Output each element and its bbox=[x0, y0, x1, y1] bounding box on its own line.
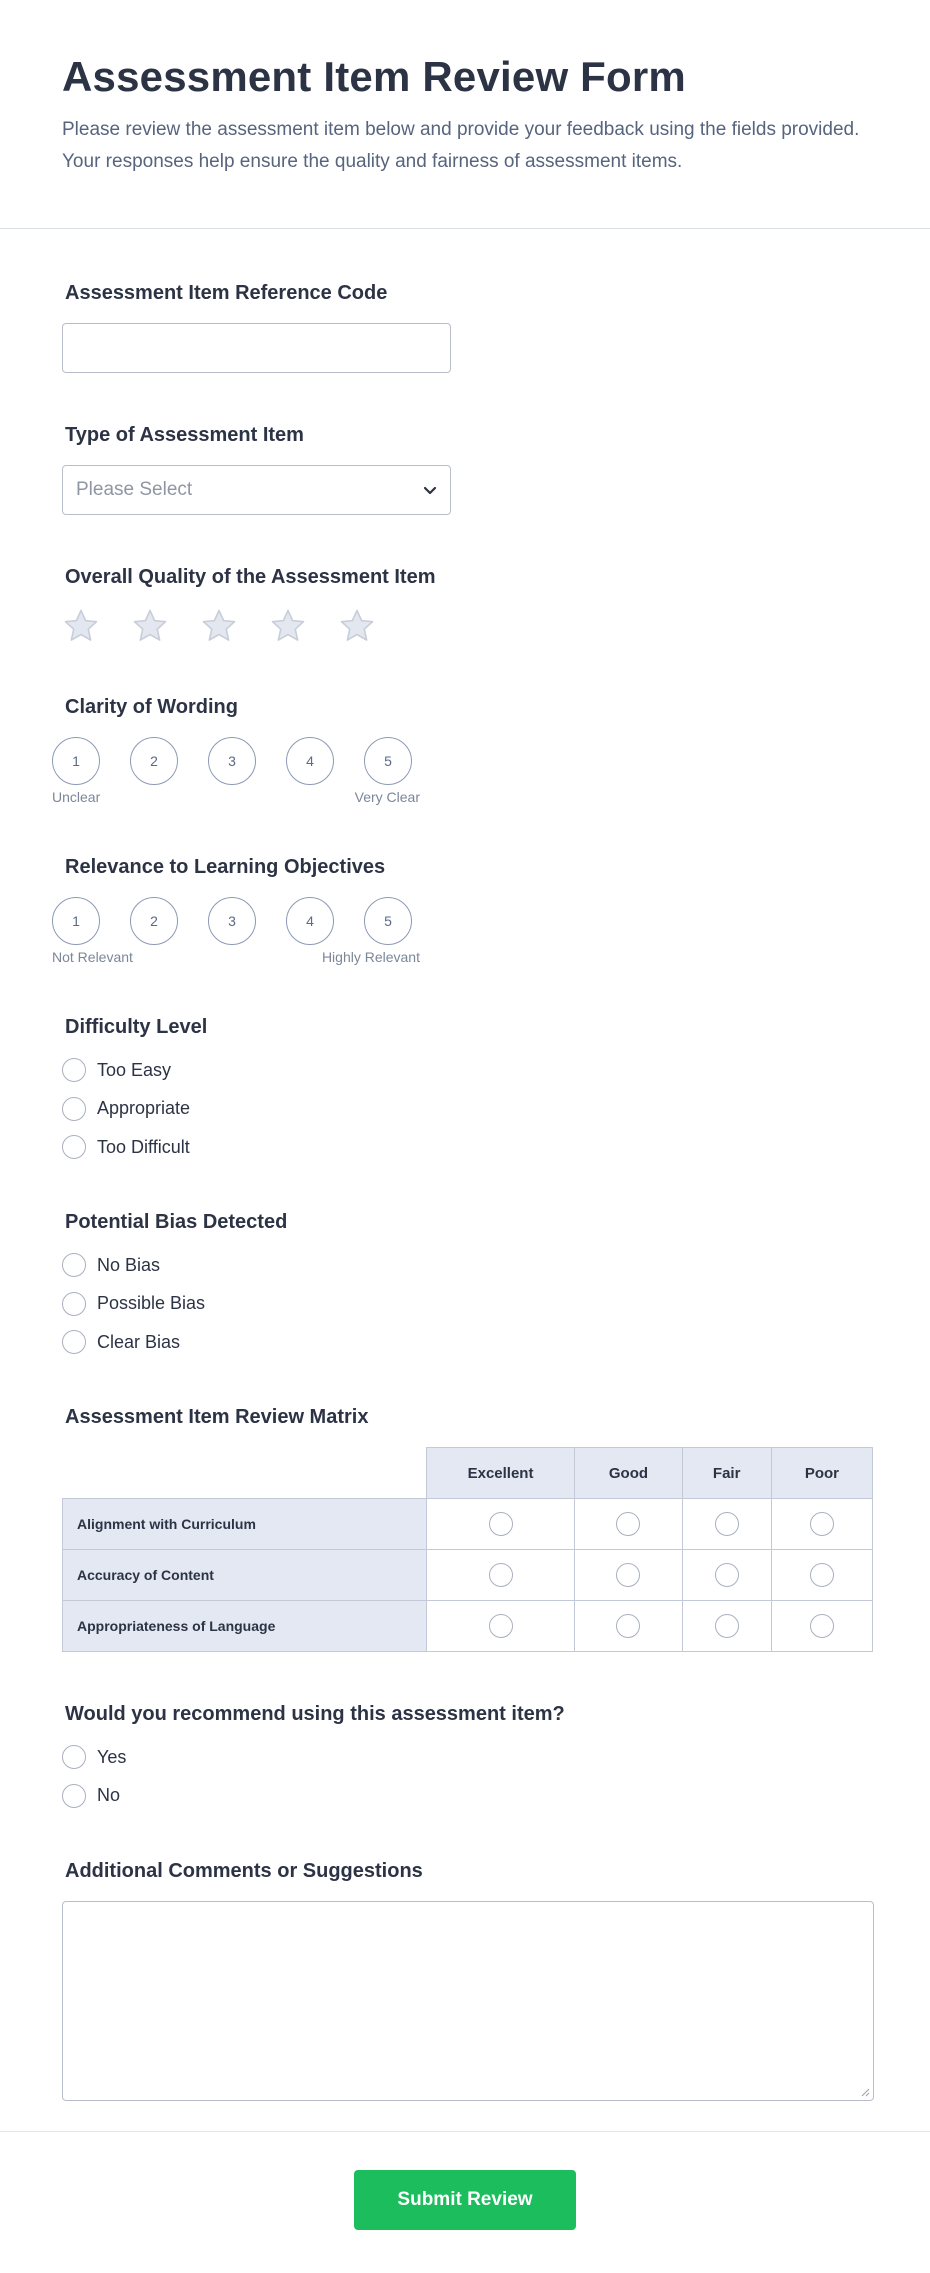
radio-button[interactable] bbox=[62, 1292, 86, 1316]
recommend-option-label: Yes bbox=[97, 1746, 127, 1767]
resize-grip-icon[interactable] bbox=[860, 2087, 870, 2097]
item-type-selected: Please Select bbox=[76, 479, 193, 500]
relevance-option-1[interactable]: 1 bbox=[52, 897, 100, 945]
clarity-option-3[interactable]: 3 bbox=[208, 737, 256, 785]
matrix-radio-button[interactable] bbox=[489, 1563, 513, 1587]
matrix-radio-button[interactable] bbox=[616, 1512, 640, 1536]
matrix-field bbox=[62, 1403, 868, 1652]
matrix-label: Assessment Item Review Matrix bbox=[65, 1406, 369, 1428]
bias-label: Potential Bias Detected bbox=[65, 1211, 288, 1233]
matrix-cell[interactable] bbox=[771, 1601, 872, 1652]
matrix-corner bbox=[63, 1448, 427, 1499]
radio-button[interactable] bbox=[62, 1330, 86, 1354]
matrix-cell[interactable] bbox=[426, 1499, 575, 1550]
form-footer bbox=[0, 2131, 930, 2230]
clarity-option-2[interactable]: 2 bbox=[130, 737, 178, 785]
chevron-down-icon bbox=[422, 482, 438, 498]
difficulty-label: Difficulty Level bbox=[65, 1016, 208, 1038]
radio-button[interactable] bbox=[62, 1253, 86, 1277]
matrix-radio-button[interactable] bbox=[489, 1614, 513, 1638]
reference-code-input[interactable] bbox=[62, 323, 451, 373]
comments-label: Additional Comments or Suggestions bbox=[65, 1859, 423, 1882]
overall-quality-label: Overall Quality of the Assessment Item bbox=[65, 566, 436, 588]
clarity-option-1[interactable]: 1 bbox=[52, 737, 100, 785]
matrix-cell[interactable] bbox=[771, 1550, 872, 1601]
matrix-cell[interactable] bbox=[771, 1499, 872, 1550]
relevance-min-label: Not Relevant bbox=[52, 949, 133, 965]
matrix-column-header: Excellent bbox=[426, 1448, 575, 1499]
matrix-row bbox=[63, 1550, 873, 1601]
difficulty-option-label: Too Difficult bbox=[97, 1136, 190, 1157]
clarity-field bbox=[52, 693, 868, 805]
overall-quality-field bbox=[62, 563, 868, 645]
star-rating bbox=[62, 607, 868, 645]
matrix-cell[interactable] bbox=[426, 1550, 575, 1601]
matrix-row bbox=[63, 1499, 873, 1550]
item-type-select[interactable] bbox=[62, 465, 451, 515]
recommend-field bbox=[62, 1700, 868, 1809]
matrix-row-label: Appropriateness of Language bbox=[63, 1601, 427, 1652]
matrix-column-header: Fair bbox=[682, 1448, 771, 1499]
relevance-field bbox=[52, 853, 868, 965]
page-subtitle: Please review the assessment item below and provide your feedback using the fields provided. Your responses help ensure the quality and fairness of assessment items. bbox=[62, 119, 860, 172]
matrix-radio-button[interactable] bbox=[810, 1614, 834, 1638]
difficulty-option-label: Too Easy bbox=[97, 1059, 172, 1080]
relevance-scale-labels bbox=[52, 949, 420, 965]
radio-button[interactable] bbox=[62, 1097, 86, 1121]
clarity-scale-labels bbox=[52, 789, 420, 805]
relevance-option-4[interactable]: 4 bbox=[286, 897, 334, 945]
difficulty-field bbox=[62, 1013, 868, 1160]
clarity-scale bbox=[52, 737, 868, 785]
page-title: Assessment Item Review Form bbox=[62, 53, 686, 100]
matrix-row bbox=[63, 1601, 873, 1652]
matrix-radio-button[interactable] bbox=[489, 1512, 513, 1536]
clarity-option-5[interactable]: 5 bbox=[364, 737, 412, 785]
matrix-radio-button[interactable] bbox=[810, 1512, 834, 1536]
bias-field bbox=[62, 1208, 868, 1355]
matrix-row-label: Accuracy of Content bbox=[63, 1550, 427, 1601]
difficulty-option[interactable] bbox=[62, 1057, 868, 1083]
clarity-min-label: Unclear bbox=[52, 789, 101, 805]
matrix-cell[interactable] bbox=[682, 1601, 771, 1652]
matrix-cell[interactable] bbox=[682, 1499, 771, 1550]
bias-option[interactable] bbox=[62, 1291, 868, 1317]
clarity-label: Clarity of Wording bbox=[65, 696, 238, 718]
star-icon[interactable] bbox=[200, 607, 238, 645]
bias-option[interactable] bbox=[62, 1329, 868, 1355]
matrix-radio-button[interactable] bbox=[715, 1512, 739, 1536]
bias-option-label: No Bias bbox=[97, 1254, 161, 1275]
relevance-option-5[interactable]: 5 bbox=[364, 897, 412, 945]
form-body bbox=[0, 279, 930, 2101]
radio-button[interactable] bbox=[62, 1745, 86, 1769]
matrix-radio-button[interactable] bbox=[715, 1563, 739, 1587]
bias-option[interactable] bbox=[62, 1252, 868, 1278]
star-icon[interactable] bbox=[338, 607, 376, 645]
matrix-radio-button[interactable] bbox=[715, 1614, 739, 1638]
difficulty-options bbox=[62, 1057, 868, 1160]
submit-button[interactable]: Submit Review bbox=[354, 2170, 576, 2230]
radio-button[interactable] bbox=[62, 1058, 86, 1082]
matrix-cell[interactable] bbox=[426, 1601, 575, 1652]
relevance-label: Relevance to Learning Objectives bbox=[65, 856, 386, 878]
difficulty-option-label: Appropriate bbox=[97, 1098, 191, 1118]
comments-field bbox=[62, 1857, 868, 2101]
matrix-cell[interactable] bbox=[575, 1499, 682, 1550]
difficulty-option[interactable] bbox=[62, 1134, 868, 1160]
radio-button[interactable] bbox=[62, 1135, 86, 1159]
reference-code-field bbox=[62, 279, 868, 373]
item-type-label: Type of Assessment Item bbox=[65, 424, 304, 446]
star-icon[interactable] bbox=[62, 607, 100, 645]
bias-option-label: Clear Bias bbox=[97, 1331, 181, 1352]
relevance-scale bbox=[52, 897, 868, 945]
radio-button[interactable] bbox=[62, 1784, 86, 1808]
relevance-option-3[interactable]: 3 bbox=[208, 897, 256, 945]
matrix-cell[interactable] bbox=[575, 1601, 682, 1652]
recommend-option[interactable] bbox=[62, 1783, 868, 1809]
form-header bbox=[0, 0, 930, 229]
star-icon[interactable] bbox=[131, 607, 169, 645]
reference-code-label: Assessment Item Reference Code bbox=[65, 282, 388, 304]
recommend-option-label: No bbox=[97, 1785, 121, 1805]
relevance-option-2[interactable]: 2 bbox=[130, 897, 178, 945]
matrix-cell[interactable] bbox=[575, 1550, 682, 1601]
star-icon[interactable] bbox=[269, 607, 307, 645]
recommend-option[interactable] bbox=[62, 1744, 868, 1770]
recommend-label: Would you recommend using this assessment item? bbox=[65, 1703, 565, 1725]
matrix-row-label: Alignment with Curriculum bbox=[63, 1499, 427, 1550]
matrix-cell[interactable] bbox=[682, 1550, 771, 1601]
relevance-max-label: Highly Relevant bbox=[321, 949, 420, 965]
clarity-option-4[interactable]: 4 bbox=[286, 737, 334, 785]
difficulty-option[interactable] bbox=[62, 1096, 868, 1122]
matrix-radio-button[interactable] bbox=[616, 1563, 640, 1587]
matrix-radio-button[interactable] bbox=[616, 1614, 640, 1638]
bias-option-label: Possible Bias bbox=[97, 1293, 206, 1313]
recommend-options bbox=[62, 1744, 868, 1809]
comments-textarea[interactable] bbox=[62, 1901, 874, 2101]
item-type-field bbox=[62, 421, 868, 515]
review-matrix bbox=[62, 1447, 873, 1652]
matrix-radio-button[interactable] bbox=[810, 1563, 834, 1587]
matrix-column-header: Poor bbox=[771, 1448, 872, 1499]
clarity-max-label: Very Clear bbox=[354, 789, 420, 805]
matrix-column-header: Good bbox=[575, 1448, 682, 1499]
bias-options bbox=[62, 1252, 868, 1355]
